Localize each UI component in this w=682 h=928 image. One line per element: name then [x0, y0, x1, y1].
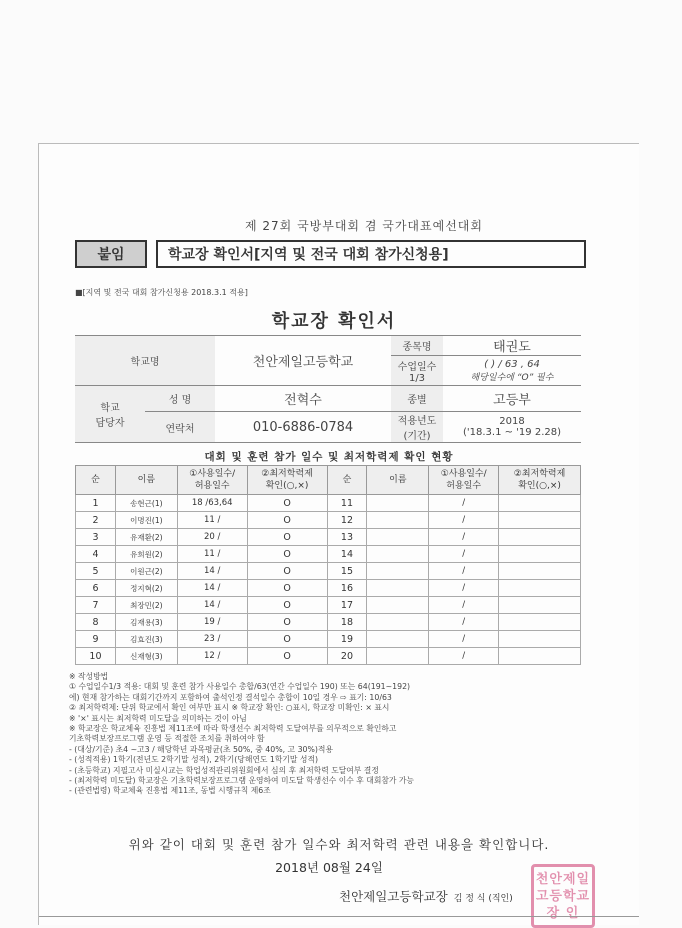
- table-row: [76, 529, 581, 546]
- col-days: ①사용일수/ 허용일수: [429, 466, 499, 495]
- col-name: 이름: [367, 466, 429, 495]
- athlete-name: 정지혁(2): [115, 580, 177, 597]
- document-sheet: [38, 143, 639, 925]
- athlete-name: 유희원(2): [115, 546, 177, 563]
- min-achievement-check: O: [247, 631, 327, 648]
- athlete-name: 이명진(1): [115, 512, 177, 529]
- row-no: 20: [327, 648, 367, 665]
- table-row: [76, 546, 581, 563]
- principal-title: 천안제일고등학교장: [339, 889, 448, 904]
- instruction-line: - (초등학교) 지필고사 미실시교는 학업성적관리위원회에서 심의 후 최저학력 도달여부 결정: [69, 765, 379, 775]
- days-used: /: [429, 563, 499, 580]
- issue-date: 2018년 08월 24일: [275, 860, 383, 875]
- athlete-name: 최장민(2): [115, 597, 177, 614]
- days-used: /: [429, 495, 499, 512]
- year-label: 적용년도 (기간): [391, 412, 443, 443]
- seal-text: 고등학교: [535, 889, 591, 904]
- min-achievement-check: O: [247, 563, 327, 580]
- row-no: 13: [327, 529, 367, 546]
- row-no: 15: [327, 563, 367, 580]
- athlete-name: 김재용(3): [115, 614, 177, 631]
- row-no: 16: [327, 580, 367, 597]
- instruction-line: 기초학력보장프로그램 운영 등 적절한 조치를 취하여야 함: [69, 734, 265, 744]
- seal-text: 장 인: [546, 906, 580, 921]
- col-min: ②최저학력제 확인(○,×): [499, 466, 581, 495]
- table-row: [76, 512, 581, 529]
- participation-table: [75, 465, 581, 665]
- col-min: ②최저학력제 확인(○,×): [247, 466, 327, 495]
- instruction-line: - (성적적용) 1학기(전년도 2학기말 성적), 2학기(당해연도 1학기말 성적): [69, 755, 319, 765]
- instruction-line: ① 수업일수1/3 적용: 대회 및 훈련 참가 사용일수 총합/63(연간 수업일수 190) 또는 64(191~192): [69, 682, 411, 692]
- days-used: 14 /: [177, 563, 247, 580]
- row-no: 7: [76, 597, 116, 614]
- category-label: 종별: [391, 386, 443, 412]
- table-row: [76, 580, 581, 597]
- instruction-line: - (대상/기준) 초4 ~고3 / 해당학년 과목평균(초 50%, 중 40%, 고 30%)적용: [69, 744, 333, 754]
- athlete-name: 송현근(1): [115, 495, 177, 512]
- row-no: 8: [76, 614, 116, 631]
- athlete-name: 유재환(2): [115, 529, 177, 546]
- min-achievement-check: O: [247, 512, 327, 529]
- min-achievement-check: [499, 512, 581, 529]
- athlete-name: 이원근(2): [115, 563, 177, 580]
- instruction-line: ※ '×' 표시는 최저학력 미도달을 의미하는 것이 아님: [69, 713, 247, 723]
- participation-header-row: [76, 466, 581, 495]
- row-no: 10: [76, 648, 116, 665]
- row-no: 3: [76, 529, 116, 546]
- principal-signature: [339, 887, 513, 905]
- event-label: 종목명: [391, 336, 443, 356]
- athlete-name: [367, 597, 429, 614]
- contact-value: 010-6886-0784: [215, 412, 391, 443]
- instruction-line: ※ 작성방법: [69, 672, 109, 681]
- row-no: 6: [76, 580, 116, 597]
- days-used: /: [429, 580, 499, 597]
- school-name: 천안제일고등학교: [215, 336, 391, 386]
- row-no: 18: [327, 614, 367, 631]
- table-row: [76, 631, 581, 648]
- athlete-name: [367, 614, 429, 631]
- row-no: 1: [76, 495, 116, 512]
- school-label: 학교명: [75, 336, 215, 386]
- days-used: /: [429, 512, 499, 529]
- col-days: ①사용일수/ 허용일수: [177, 466, 247, 495]
- row-no: 19: [327, 631, 367, 648]
- seal-text: 천안제일: [535, 872, 591, 887]
- min-achievement-check: O: [247, 597, 327, 614]
- athlete-name: [367, 495, 429, 512]
- instruction-line: ② 최저학력제: 단위 학교에서 확인 여부만 표시 ※ 학교장 확인: ○표시, 학교장 미확인: × 표시: [69, 703, 390, 713]
- days-used: /: [429, 546, 499, 563]
- min-achievement-check: O: [247, 648, 327, 665]
- participation-table-caption: 대회 및 훈련 참가 일수 및 최저학력제 확인 현황: [204, 451, 454, 463]
- table-row: [76, 614, 581, 631]
- athlete-name: [367, 512, 429, 529]
- instruction-line: ※ 학교장은 학교체육 진흥법 제11조에 따라 학생선수 최저학력 도달여부를 의무적으로 확인하고: [69, 724, 397, 734]
- row-no: 2: [76, 512, 116, 529]
- days-used: /: [429, 597, 499, 614]
- min-achievement-check: [499, 648, 581, 665]
- athlete-name: [367, 529, 429, 546]
- days-used: 12 /: [177, 648, 247, 665]
- table-row: [76, 495, 581, 512]
- applicability-note: ■[지역 및 전국 대회 참가신청용 2018.3.1 적용]: [75, 288, 248, 297]
- min-achievement-check: O: [247, 614, 327, 631]
- min-achievement-check: [499, 580, 581, 597]
- document-heading: 학교장 확인서[지역 및 전국 대회 참가신청용]: [156, 240, 586, 268]
- page-title: 학교장 확인서: [271, 311, 397, 332]
- row-no: 17: [327, 597, 367, 614]
- instruction-line: - (최저학력 미도달) 학교장은 기초학력보장프로그램 운영하여 미도달 학생선수 이수 후 대회참가 가능: [69, 776, 414, 786]
- school-info-table: [75, 335, 581, 443]
- min-achievement-check: O: [247, 529, 327, 546]
- staff-name: 전혁수: [215, 386, 391, 412]
- row-no: 12: [327, 512, 367, 529]
- divider: [39, 916, 639, 917]
- min-achievement-check: [499, 597, 581, 614]
- min-achievement-check: [499, 495, 581, 512]
- participation-body: [76, 495, 581, 665]
- athlete-name: [367, 546, 429, 563]
- row-no: 14: [327, 546, 367, 563]
- col-name: 이름: [115, 466, 177, 495]
- name-label: 성 명: [145, 386, 215, 412]
- instruction-line: 에) 현재 참가하는 대회기간까지 포함하여 출석인정 결석일수 총합이 10일 경우 ⇨ 표기: 10/63: [69, 692, 392, 702]
- row-no: 11: [327, 495, 367, 512]
- days-used: 14 /: [177, 580, 247, 597]
- athlete-name: [367, 580, 429, 597]
- year-value: 2018 ('18.3.1 ~ '19 2.28): [443, 412, 581, 443]
- category-value: 고등부: [443, 386, 581, 412]
- school-days-value: ( ) / 63 , 64 해당일수에 “O” 필수: [443, 356, 581, 386]
- table-row: [76, 563, 581, 580]
- principal-name: 김 정 식 (직인): [453, 894, 513, 904]
- row-no: 5: [76, 563, 116, 580]
- table-row: [76, 597, 581, 614]
- athlete-name: 신재형(3): [115, 648, 177, 665]
- days-used: /: [429, 648, 499, 665]
- min-achievement-check: O: [247, 580, 327, 597]
- days-used: /: [429, 529, 499, 546]
- table-row: [76, 648, 581, 665]
- athlete-name: [367, 648, 429, 665]
- athlete-name: [367, 563, 429, 580]
- days-used: 14 /: [177, 597, 247, 614]
- days-used: /: [429, 614, 499, 631]
- col-no: 순: [327, 466, 367, 495]
- col-no: 순: [76, 466, 116, 495]
- instructions: [69, 672, 629, 797]
- event-value: 태권도: [443, 336, 581, 356]
- min-achievement-check: [499, 529, 581, 546]
- contact-label: 연락처: [145, 412, 215, 443]
- staff-label: 학교 담당자: [75, 386, 145, 443]
- min-achievement-check: O: [247, 546, 327, 563]
- instruction-line: - (관련법령) 학교체육 진흥법 제11조, 동법 시행규칙 제6조: [69, 786, 271, 796]
- official-seal: [531, 864, 595, 928]
- days-used: 20 /: [177, 529, 247, 546]
- min-achievement-check: [499, 546, 581, 563]
- min-achievement-check: [499, 631, 581, 648]
- min-achievement-check: [499, 614, 581, 631]
- row-no: 4: [76, 546, 116, 563]
- days-used: 11 /: [177, 546, 247, 563]
- athlete-name: [367, 631, 429, 648]
- attachment-badge: 붙임: [75, 240, 147, 268]
- min-achievement-check: O: [247, 495, 327, 512]
- days-used: 18 /63,64: [177, 495, 247, 512]
- days-used: /: [429, 631, 499, 648]
- event-subtitle: 제 27회 국방부대회 겸 국가대표예선대회: [244, 219, 483, 233]
- athlete-name: 김효진(3): [115, 631, 177, 648]
- days-used: 11 /: [177, 512, 247, 529]
- days-used: 19 /: [177, 614, 247, 631]
- confirmation-statement: 위와 같이 대회 및 훈련 참가 일수와 최저학력 관련 내용을 확인합니다.: [128, 837, 550, 852]
- row-no: 9: [76, 631, 116, 648]
- days-used: 23 /: [177, 631, 247, 648]
- min-achievement-check: [499, 563, 581, 580]
- school-days-label: 수업일수 1/3: [391, 356, 443, 386]
